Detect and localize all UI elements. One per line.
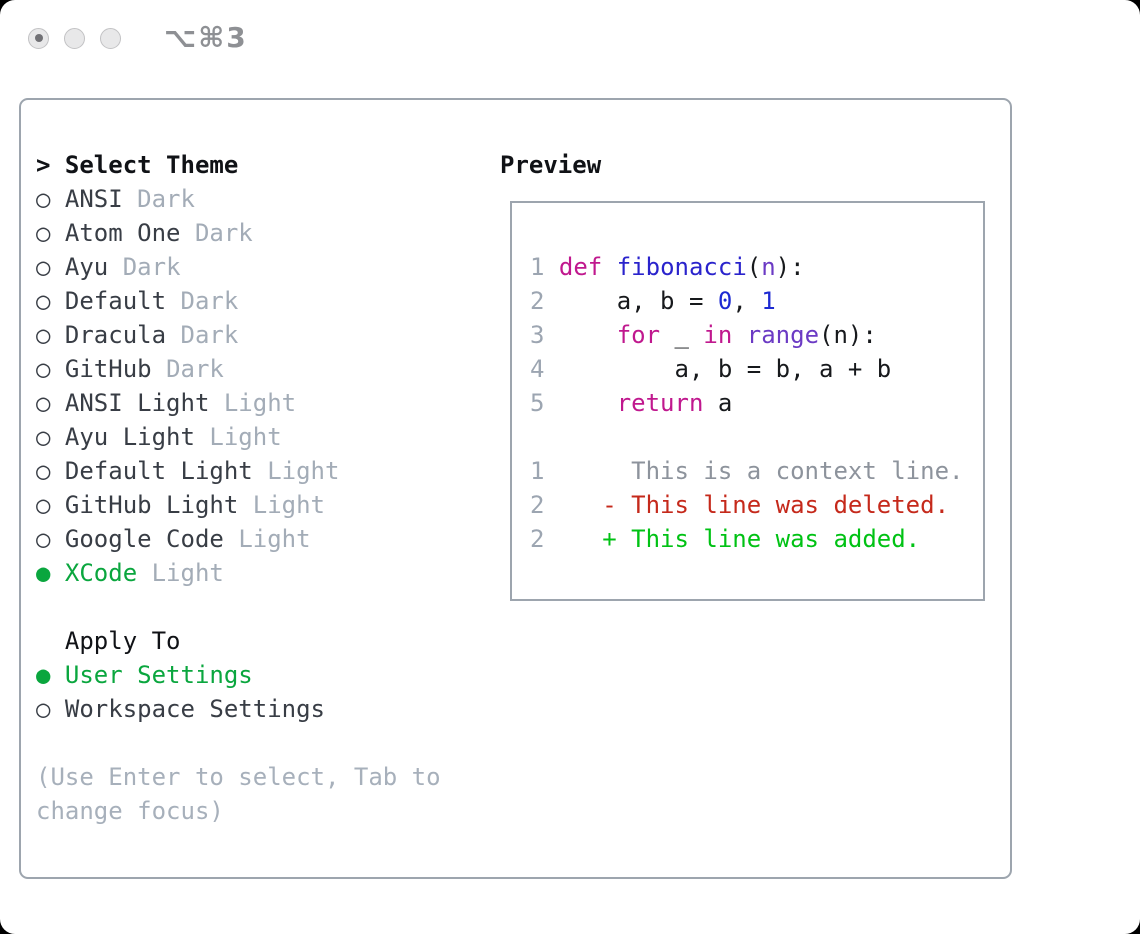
theme-item-ayu[interactable]: [36, 250, 441, 284]
radio-icon: ○: [36, 355, 51, 383]
radio-icon: ○: [36, 695, 51, 723]
preview-blank-line: [530, 420, 983, 454]
theme-variant: Light: [267, 457, 340, 485]
window-titlebar: [28, 21, 248, 54]
theme-list-header: [36, 148, 441, 182]
radio-icon: ●: [36, 559, 51, 587]
theme-name: Default Light: [64, 457, 253, 485]
theme-name: Ayu Light: [64, 423, 195, 451]
theme-item-github[interactable]: [36, 352, 441, 386]
line-number: 2: [530, 491, 545, 519]
apply-option-user-settings[interactable]: [36, 658, 441, 692]
theme-name: ANSI Light: [64, 389, 210, 417]
code-line: 3 for _ in range(n):: [530, 321, 877, 349]
theme-name: Google Code: [64, 525, 224, 553]
traffic-lights: [28, 28, 121, 49]
line-number: 4: [530, 355, 545, 383]
radio-icon: ○: [36, 253, 51, 281]
diff-context-line: 1 This is a context line.: [530, 457, 964, 485]
line-number: 1: [530, 253, 545, 281]
radio-icon: ○: [36, 491, 51, 519]
theme-name: Dracula: [64, 321, 167, 349]
window-shortcut-label: ⌥⌘3: [164, 21, 248, 54]
theme-variant: Dark: [194, 219, 253, 247]
active-dot: [35, 34, 43, 42]
line-number: 2: [530, 287, 545, 315]
apply-option-label: User Settings: [64, 661, 253, 689]
diff-added-line: 2 + This line was added.: [530, 525, 921, 553]
line-number: 3: [530, 321, 545, 349]
code-line: 5 return a: [530, 389, 733, 417]
main-panel: [19, 98, 1012, 879]
theme-name: ANSI: [64, 185, 123, 213]
preview-box: [510, 201, 985, 601]
line-number: 2: [530, 525, 545, 553]
theme-selector-column: [36, 148, 441, 828]
theme-item-default-light[interactable]: [36, 454, 441, 488]
theme-variant: Light: [252, 491, 325, 519]
line-number: 5: [530, 389, 545, 417]
theme-variant: Light: [238, 525, 311, 553]
radio-icon: ○: [36, 321, 51, 349]
theme-name: Default: [64, 287, 167, 315]
theme-list-title: Select Theme: [64, 151, 239, 179]
radio-icon: ○: [36, 525, 51, 553]
radio-icon: ○: [36, 423, 51, 451]
theme-item-ansi[interactable]: [36, 182, 441, 216]
code-line: 1 def fibonacci(n):: [530, 253, 805, 281]
code-line: 2 a, b = 0, 1: [530, 287, 776, 315]
theme-variant: Dark: [166, 355, 224, 383]
theme-item-xcode[interactable]: [36, 556, 441, 590]
spacer: [36, 590, 441, 624]
minimize-light-icon[interactable]: [64, 28, 85, 49]
theme-item-google-code[interactable]: [36, 522, 441, 556]
theme-variant: Dark: [137, 185, 195, 213]
radio-icon: ○: [36, 389, 51, 417]
theme-variant: Light: [223, 389, 297, 417]
theme-name: Ayu: [64, 253, 109, 281]
theme-variant: Dark: [180, 287, 239, 315]
theme-item-default[interactable]: [36, 284, 441, 318]
hint-text-line1: (Use Enter to select, Tab to: [36, 763, 441, 791]
theme-item-atom-one[interactable]: [36, 216, 441, 250]
theme-name: Atom One: [64, 219, 181, 247]
theme-name: GitHub: [64, 355, 152, 383]
line-number: 1: [530, 457, 545, 485]
radio-icon: ○: [36, 185, 51, 213]
code-preview: [530, 250, 983, 420]
theme-name: XCode: [64, 559, 138, 587]
theme-item-dracula[interactable]: [36, 318, 441, 352]
apply-to-title: Apply To: [64, 627, 181, 655]
radio-icon: ○: [36, 457, 51, 485]
radio-icon: ○: [36, 219, 51, 247]
theme-name: GitHub Light: [64, 491, 239, 519]
apply-option-label: Workspace Settings: [64, 695, 325, 723]
apply-option-workspace-settings[interactable]: [36, 692, 441, 726]
theme-variant: Dark: [180, 321, 239, 349]
theme-item-ayu-light[interactable]: [36, 420, 441, 454]
theme-variant: Light: [209, 423, 282, 451]
radio-icon: ●: [36, 661, 51, 689]
apply-to-header: [36, 624, 441, 658]
spacer: [36, 726, 441, 760]
diff-deleted-line: 2 - This line was deleted.: [530, 491, 950, 519]
diff-preview: [530, 454, 983, 556]
focus-cursor: >: [36, 151, 51, 179]
theme-item-ansi-light[interactable]: [36, 386, 441, 420]
theme-variant: Light: [151, 559, 224, 587]
code-line: 4 a, b = b, a + b: [530, 355, 892, 383]
theme-variant: Dark: [122, 253, 181, 281]
hint-text-line2: change focus): [36, 797, 224, 825]
close-light-icon[interactable]: [28, 28, 49, 49]
theme-item-github-light[interactable]: [36, 488, 441, 522]
preview-title: Preview: [500, 151, 602, 179]
zoom-light-icon[interactable]: [100, 28, 121, 49]
radio-icon: ○: [36, 287, 51, 315]
